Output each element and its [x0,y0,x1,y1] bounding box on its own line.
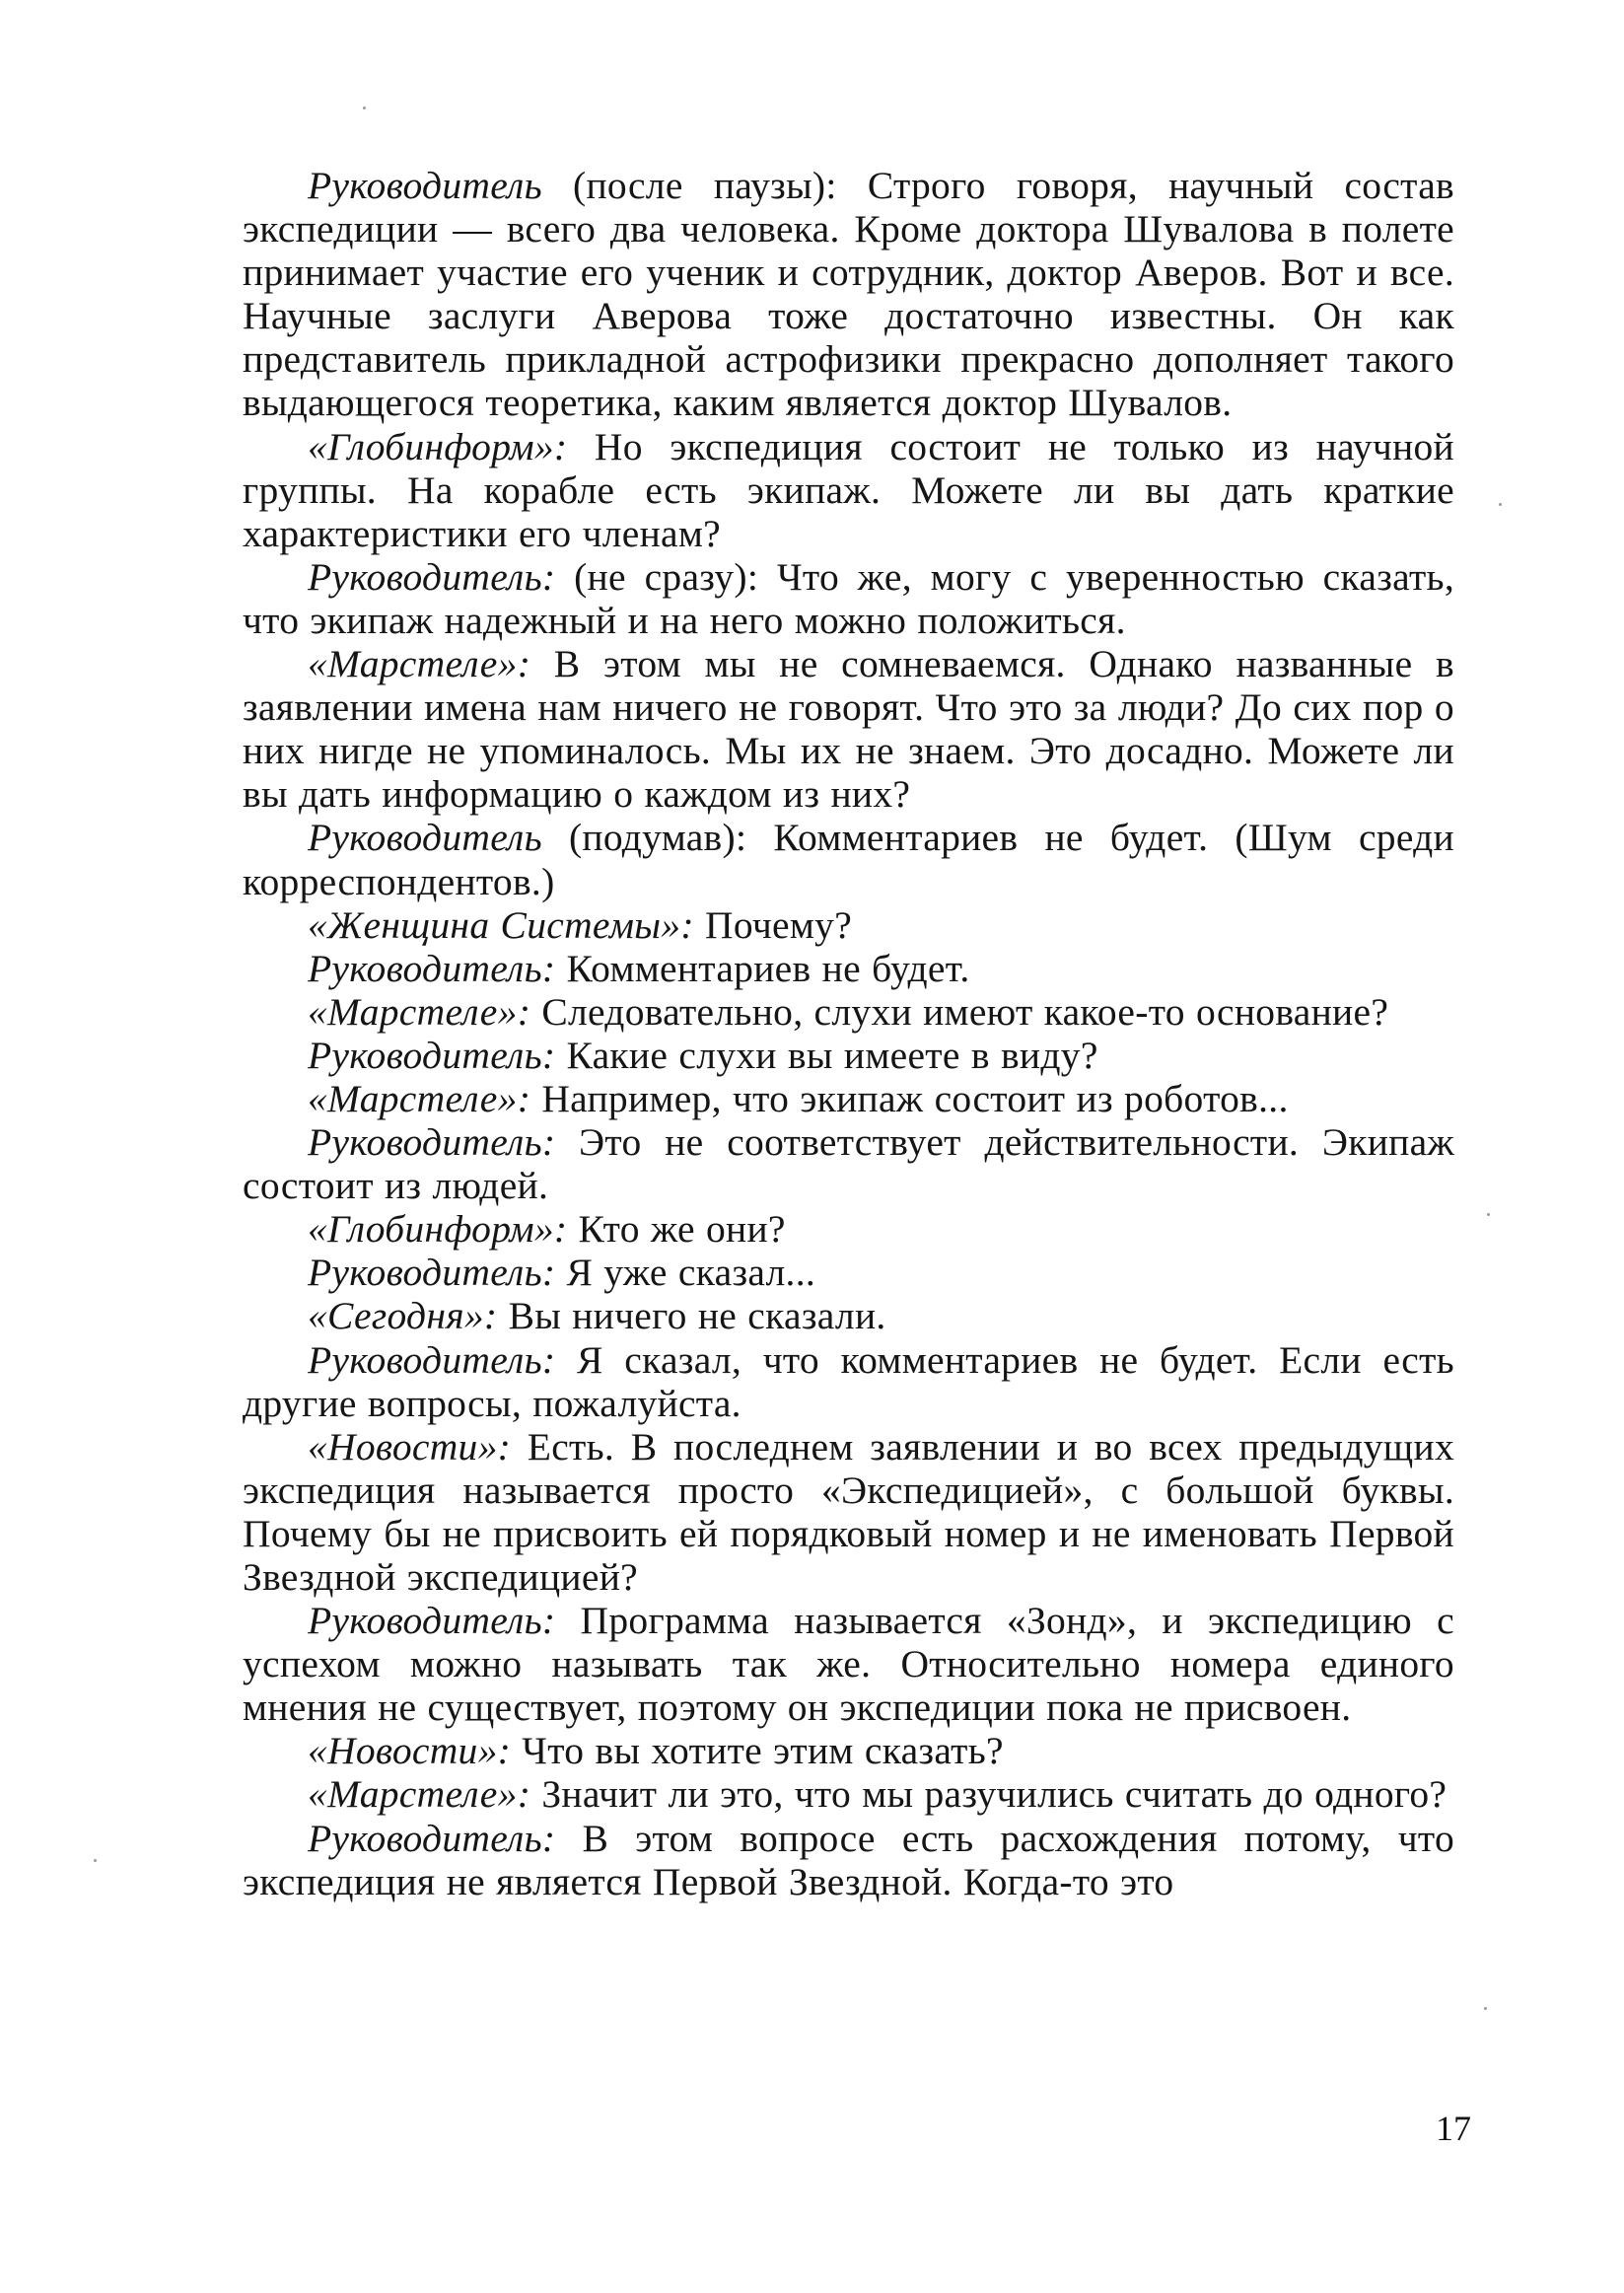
speaker-label: «Марстеле»: [308,1076,531,1120]
paragraph [243,1772,1454,1816]
paragraph [243,990,1454,1034]
paragraph-text: Но экспедиция состоит не только из научной группы. На корабле есть экипаж. Можете ли вы дать краткие характеристики его членам? [243,424,1454,555]
paragraph-text: Я сказал, что комментариев не будет. Если есть другие вопросы, пожалуйста. [243,1337,1454,1425]
speaker-label: «Марстеле»: [308,1772,531,1817]
paragraph-text: Какие слухи вы имеете в виду? [555,1033,1098,1077]
paragraph-text: (после паузы): Строго говоря, научный состав экспедиции — всего два человека. Кроме доктора Шувалова в полете принимает участие его ученик и сотрудник, доктор Аверов. Вот и все. Научные заслуги Аверова тоже достаточно известны. Он как представитель прикладной астрофизики прекрасно дополняет такого выдающегося теоретика, каким является доктор Шувалов. [243,164,1454,425]
speaker-label: «Новости»: [308,1424,512,1469]
speaker-label: Руководитель: [308,946,556,990]
body-text [243,164,1454,1903]
paragraph [243,1817,1454,1903]
paragraph-text: Почему? [693,902,853,947]
scan-speck [94,1859,97,1862]
paragraph-text: (подумав): Комментариев не будет. (Шум среди корреспондентов.) [243,816,1454,903]
paragraph [243,1077,1454,1120]
speaker-label: Руководитель [308,164,542,207]
paragraph [243,1729,1454,1772]
paragraph [243,947,1454,990]
speaker-label: Руководитель: [308,1816,556,1860]
paragraph-text: В этом вопросе есть расхождения потому, что экспедиция не является Первой Звездной. Когда-то это [243,1816,1454,1903]
paragraph [243,164,1454,425]
paragraph [243,1207,1454,1251]
page-number: 17 [1436,2109,1471,2148]
speaker-label: Руководитель: [308,1033,556,1077]
speaker-label: «Новости»: [308,1729,512,1773]
paragraph [243,1120,1454,1207]
paragraph [243,1338,1454,1425]
paragraph-text: Значит ли это, что мы разучились считать до одного? [530,1772,1447,1817]
paragraph [243,1034,1454,1077]
paragraph [243,642,1454,816]
paragraph-text: (не сразу): Что же, могу с уверенностью сказать, что экипаж надежный и на него можно положиться. [243,554,1454,642]
speaker-label: «Марстеле»: [308,642,531,686]
paragraph [243,1294,1454,1337]
scan-speck [1484,2007,1487,2010]
speaker-label: Руководитель: [308,1337,556,1382]
paragraph [243,816,1454,902]
paragraph-text: В этом мы не сомневаемся. Однако названные в заявлении имена нам ничего не говорят. Что это за люди? До сих пор о них нигде не упоминалось. Мы их не знаем. Это досадно. Можете ли вы дать информацию о каждом из них? [243,642,1454,817]
paragraph-text: Следовательно, слухи имеют какое-то основание? [530,989,1389,1034]
speaker-label: Руководитель: [308,554,556,599]
speaker-label: «Марстеле»: [308,989,531,1034]
scan-speck [1487,1213,1490,1216]
speaker-label: «Сегодня»: [308,1294,498,1338]
speaker-label: Руководитель: [308,1251,556,1295]
speaker-label: «Женщина Системы»: [308,902,694,947]
paragraph-text: Вы ничего не сказали. [497,1294,886,1338]
paragraph-text: Это не соответствует действительности. Экипаж состоит из людей. [243,1120,1454,1208]
paragraph [243,1599,1454,1729]
speaker-label: Руководитель: [308,1120,556,1165]
paragraph [243,903,1454,947]
speaker-label: Руководитель [308,816,542,860]
paragraph-text: Комментариев не будет. [555,946,970,990]
speaker-label: Руководитель: [308,1599,556,1643]
paragraph [243,1251,1454,1294]
paragraph [243,555,1454,642]
paragraph-text: Что вы хотите этим сказать? [511,1729,1004,1773]
speaker-label: «Глобинформ»: [308,424,568,468]
paragraph-text: Например, что экипаж состоит из роботов... [530,1076,1289,1120]
paragraph-text: Я уже сказал... [555,1251,816,1295]
paragraph [243,425,1454,555]
scan-speck [363,107,366,109]
paragraph-text: Программа называется «Зонд», и экспедицию с успехом можно называть так же. Относительно номера единого мнения не существует, поэтому он экспедиции пока не присвоен. [243,1599,1454,1730]
scan-speck [1499,503,1502,506]
speaker-label: «Глобинформ»: [308,1207,568,1252]
paragraph-text: Кто же они? [567,1207,786,1252]
paragraph [243,1425,1454,1599]
paragraph-text: Есть. В последнем заявлении и во всех предыдущих экспедиция называется просто «Экспедицией», с большой буквы. Почему бы не присвоить ей порядковый номер и не именовать Первой Звездной экспедицией? [243,1424,1454,1599]
